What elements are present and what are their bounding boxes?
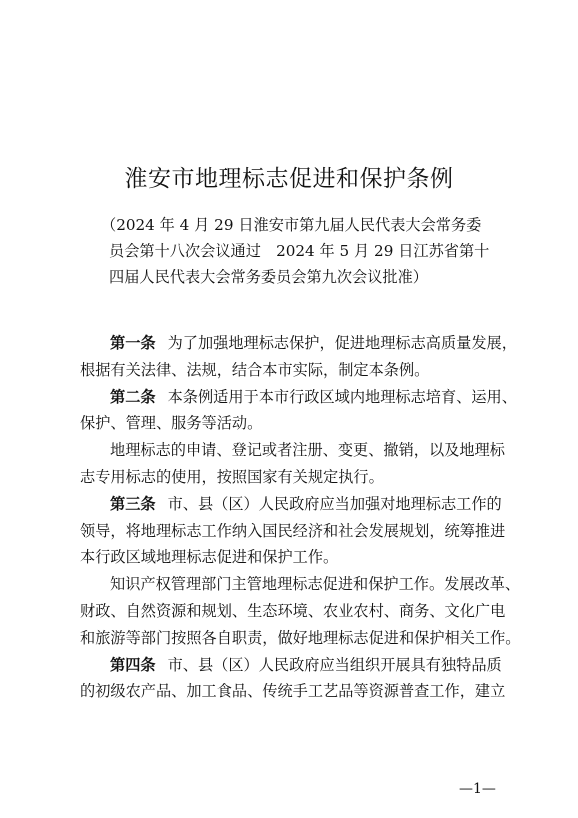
article-3-paragraph-line: 知识产权管理部门主管地理标志促进和保护工作。发展改革、	[110, 575, 521, 594]
article-2-first-line	[80, 384, 517, 411]
article-3-paragraph-line: 和旅游等部门按照各自职责，做好地理标志促进和保护相关工作。	[80, 628, 521, 647]
article-1-text: 为了加强地理标志保护，促进地理标志高质量发展，	[167, 334, 517, 352]
adoption-note-line: （2024 年 4 月 29 日淮安市第九届人民代表大会常务委	[101, 216, 482, 234]
article-2-text: 本条例适用于本市行政区域内地理标志培育、运用、	[167, 387, 517, 406]
article-1-label: 第一条	[110, 334, 156, 352]
article-3-label: 第三条	[110, 494, 156, 513]
article-4-first-line	[80, 652, 512, 679]
article-3-line: 本行政区域地理标志促进和保护工作。	[80, 548, 339, 567]
article-3-text: 市、县（区）人民政府应当加强对地理标志工作的	[167, 494, 502, 513]
adoption-note-line: 员会第十八次会议通过 2024 年 5 月 29 日江苏省第十	[109, 242, 490, 260]
article-3-line: 领导，将地理标志工作纳入国民经济和社会发展规划，统筹推进	[80, 521, 506, 540]
article-4-text: 市、县（区）人民政府应当组织开展具有独特品质	[167, 655, 502, 674]
document-body	[80, 330, 521, 705]
document-title: 淮安市地理标志促进和保护条例	[124, 166, 454, 192]
article-2-line: 保护、管理、服务等活动。	[80, 414, 263, 433]
article-2-paragraph-line: 地理标志的申请、登记或者注册、变更、撤销，以及地理标	[110, 441, 505, 460]
adoption-note	[101, 212, 509, 290]
adoption-note-line: 四届人民代表大会常务委员会第九次会议批准）	[109, 268, 428, 286]
article-1-first-line	[80, 330, 517, 357]
article-3-paragraph-line: 财政、自然资源和规划、生态环境、农业农村、商务、文化广电	[80, 601, 506, 620]
page-number: —1—	[459, 781, 496, 797]
article-2-paragraph-line: 志专用标志的使用，按照国家有关规定执行。	[80, 467, 384, 486]
article-1-line: 根据有关法律、法规，结合本市实际，制定本条例。	[80, 360, 430, 379]
article-4-line: 的初级农产品、加工食品、传统手工艺品等资源普查工作，建立	[80, 682, 506, 701]
article-2-label: 第二条	[110, 387, 156, 406]
article-3-first-line	[80, 491, 512, 518]
article-4-label: 第四条	[110, 655, 156, 674]
